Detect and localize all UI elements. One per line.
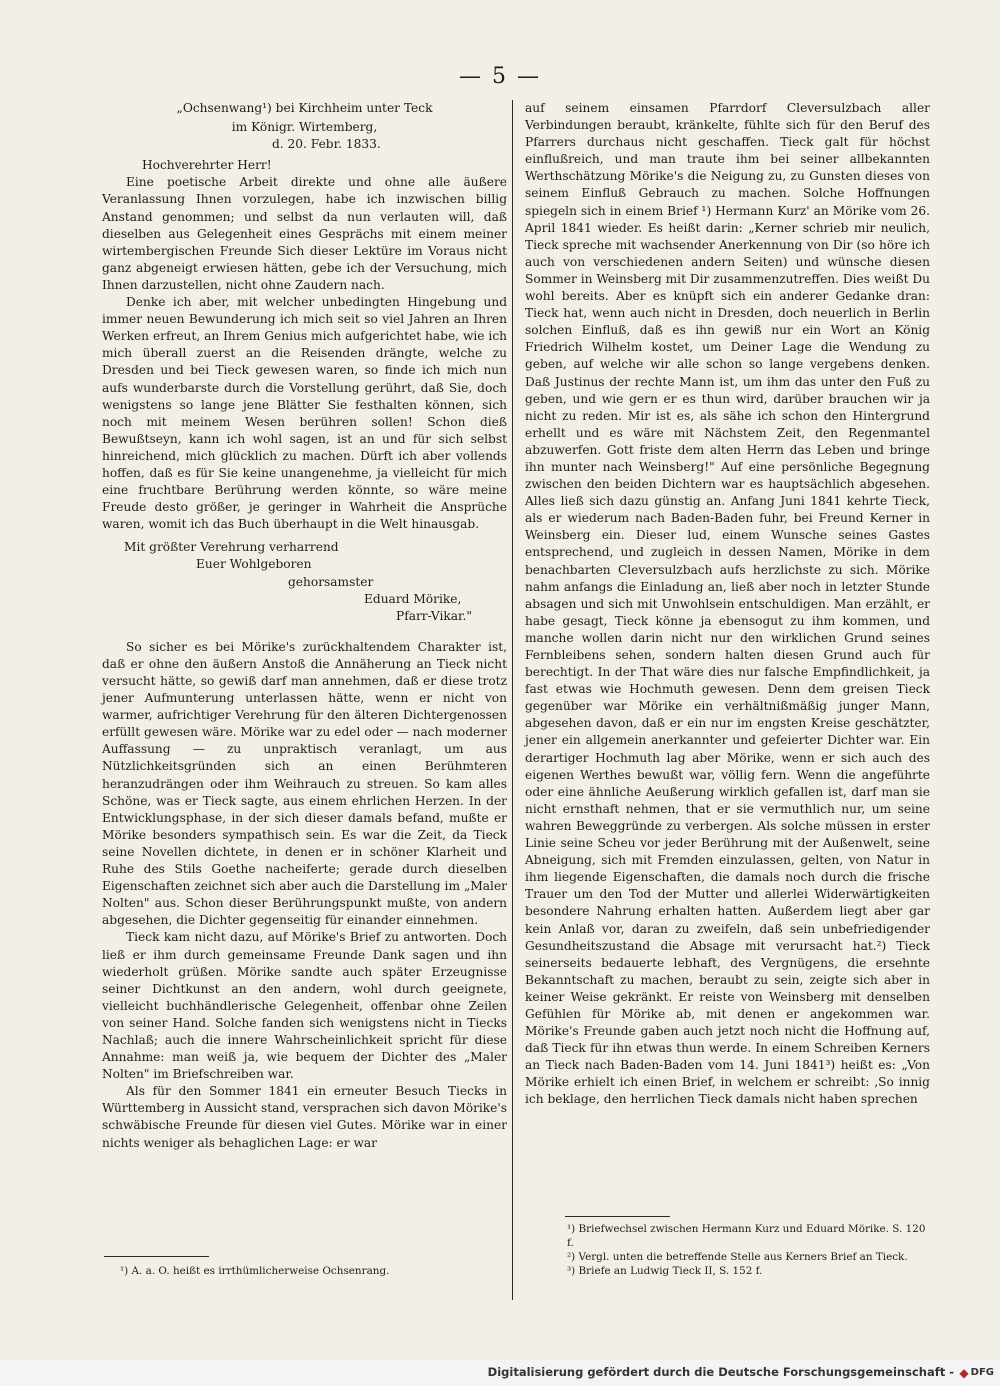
dfg-logo <box>960 1364 994 1381</box>
footnote-rule <box>104 1256 209 1257</box>
footnote: ²) Vergl. unten die betreffende Stelle aus Kerners Brief an Tieck. <box>567 1251 908 1263</box>
footnote: ³) Briefe an Ludwig Tieck II, S. 152 f. <box>567 1265 763 1277</box>
letter-signature: Eduard Mörike, <box>364 591 462 606</box>
footnotes-right <box>545 1222 930 1278</box>
footnote: ¹) A. a. O. heißt es irrthümlicherweise Ochsenrang. <box>120 1265 390 1277</box>
footnote-rule <box>565 1216 670 1217</box>
body-paragraph: auf seinem einsamen Pfarrdorf Cleversulzbach aller Verbindungen beraubt, kränkelte, fühlte sich für den Beruf des Pfarrers durchaus nicht geschaffen. Tieck galt für höchst einflußreich, und man traute ihm bei seiner allbekannten Werthschätzung Mörike's die Neigung zu, zu Gunsten dieses von seinem Einfluß Gebrauch zu machen. Solche Hoffnungen spiegeln sich in einem Brief ¹) Hermann Kurz' an Mörike vom 26. April 1841 wieder. Es heißt darin: „Kerner schrieb mir neulich, Tieck spreche mit wachsender Anerkennung von Dir (so höre ich auch von verschiedenen andern Seiten) und wünsche diesen Sommer in Weinsberg mit Dir zusammenzutreffen. Dies weißt Du wohl bereits. Aber es knüpft sich ein anderer Gedanke dran: Tieck hat, wenn auch nicht in Dresden, doch neuerlich in Berlin solchen Einfluß, daß es ihn gewiß nur ein Wort an König Friedrich Wilhelm kostet, um Deiner Lage die Wendung zu geben, auf welche wir alle schon so lange vergebens denken. Daß Justinus der rechte Mann ist, um ihm das unter den Fuß zu geben, und wie gern er es thun wird, darüber brauchen wir ja nicht zu reden. Mir ist es, als sähe ich schon den Hintergrund erhellt und es wäre mit Nächstem Zeit, den Regenmantel abzuwerfen. Gott friste dem alten Herrn das Leben und bringe ihn munter nach Weinsberg!" Auf eine persönliche Begegnung zwischen den beiden Dichtern war es hauptsächlich abgesehen. Alles ließ sich dazu günstig an. Anfang Juni 1841 kehrte Tieck, als er wiederum nach Baden-Baden fuhr, bei Freund Kerner in Weinsberg ein. Dieser lud, einem Wunsche seines Gastes entsprechend, und zugleich in dessen Namen, Mörike in dem benachbarten Cleversulzbach aufs herzlichste zu sich. Mörike nahm anfangs die Einladung an, ließ aber noch in letzter Stunde absagen und sich mit Unwohlsein entschuldigen. Man erzählt, er habe gesagt, Tieck könne ja ebensogut zu ihm kommen, und manche wollen darin nicht nur den wirklichen Grund seines Fernbleibens sehen, sondern halten diesen Grund auch für berechtigt. In der That wäre dies nur falsche Empfindlichkeit, ja fast etwas wie Hochmuth gewesen. Denn dem greisen Tieck gegenüber war Mörike ein verhältnißmäßig junger Mann, abgesehen davon, daß er ein nur im engsten Kreise geschätzter, jener ein allgemein anerkannter und gefeierter Dichter war. Ein derartiger Hochmuth lag aber Mörike, wenn er sich auch des eigenen Werthes bewußt war, völlig fern. Wenn die angeführte oder eine ähnliche Aeußerung wirklich gefallen ist, darf man sie nicht ernsthaft nehmen, that er sie vermuthlich nur, um seine wahren Beweggründe zu verbergen. Als solche müssen in erster Linie seine Scheu vor jeder Berührung mit der Außenwelt, seine Abneigung, sich mit Fremden einzulassen, gelten, von Natur in ihm liegende Eigenschaften, die damals noch durch die frische Trauer um den Tod der Mutter und allerlei Widerwärtigkeiten besondere Nahrung erhalten hatten. Außerdem liegt aber gar kein Anlaß vor, daran zu zweifeln, daß sein unbefriedigender Gesundheitszustand die Absage mit verursacht hat.²) Tieck seinerseits bedauerte lebhaft, des Vergnügens, die ersehnte Bekanntschaft zu machen, beraubt zu sein, zeigte sich aber in keiner Weise gekränkt. Er reiste von Weinsberg mit denselben Gefühlen für Mörike ab, mit denen er angekommen war. Mörike's Freunde gaben auch jetzt noch nicht die Hoffnung auf, daß Tieck für ihn etwas thun werde. In einem Schreiben Kerners an Tieck nach Baden-Baden vom 14. Juni 1841³) heißt es: „Von Mörike erhielt ich einen Brief, in welchem er schreibt: ‚So innig ich beklage, den herrlichen Tieck damals nicht haben sprechen <box>525 101 930 1107</box>
column-divider <box>512 100 513 1300</box>
right-column <box>525 100 930 1109</box>
letter-signature-title: Pfarr-Vikar." <box>396 608 472 623</box>
footer-text: Digitalisierung gefördert durch die Deutsche Forschungsgemeinschaft - <box>487 1365 954 1379</box>
letter-paragraph: Denke ich aber, mit welcher unbedingten Hingebung und immer neuen Bewunderung ich mich seit so viel Jahren an Ihren Werken erfreut, an Ihrem Genius mich aufgerichtet habe, wie ich mich überall zuerst an die Reisenden drängte, welche zu Dresden und bei Tieck gewesen waren, so finde ich mich nun aufs wunderbarste durch die Vorstellung gerührt, daß Sie, doch wenigstens so lange jene Blätter Sie festhalten können, sich noch mit meinem Wesen berühren sollen! Schon dieß Bewußtseyn, kann ich wohl sagen, ist an und für sich selbst hinreichend, mich glücklich zu machen. Dürft ich aber vollends hoffen, daß es für Sie keine unangenehme, ja vielleicht für mich eine fruchtbare Berührung werden könnte, so wäre meine Freude desto größer, je geringer in Wahrheit die Ansprüche waren, womit ich das Buch überhaupt in die Welt hinausgab. <box>102 295 507 532</box>
letter-closing: gehorsamster <box>288 574 374 589</box>
page-number: — 5 — <box>459 64 541 89</box>
letter-date: d. 20. Febr. 1833. <box>272 137 381 152</box>
dfg-mark-icon: ◆ <box>959 1365 969 1380</box>
body-paragraph: Tieck kam nicht dazu, auf Mörike's Brief zu antworten. Doch ließ er ihm durch gemeinsame Freunde Dank sagen und ihn wiederholt grüßen. Mörike sandte auch später Erzeugnisse seiner Dichtkunst an den andern, wohl durch geeignete, vielleicht buchhändlerische Gelegenheit, offenbar ohne Zeilen von seiner Hand. Solche fanden sich wenigstens nicht in Tiecks Nachlaß; auch die innere Wahrscheinlichkeit spricht für diese Annahme: man weiß ja, wie bequem der Dichter des „Maler Nolten" im Briefschreiben war. <box>102 930 507 1082</box>
dfg-logo-text: DFG <box>970 1367 994 1378</box>
letter-salutation: Hochverehrter Herr! <box>142 158 272 173</box>
left-column <box>102 100 507 1152</box>
body-paragraph: So sicher es bei Mörike's zurückhaltendem Charakter ist, daß er ohne den äußern Anstoß die Annäherung an Tieck nicht versucht hätte, so gewiß darf man annehmen, daß er diese trotz jener Aufmunterung unterlassen hätte, wenn er nicht von warmer, aufrichtiger Verehrung für den älteren Dichtergenossen erfüllt gewesen wäre. Mörike war zu edel oder — nach moderner Auffassung — zu unpraktisch veranlagt, um aus Nützlichkeitsgründen sich an einen Berühmteren heranzudrängen oder ihm Weihrauch zu streuen. So kam alles Schöne, was er Tieck sagte, aus einem ehrlichen Herzen. In der Entwicklungsphase, in der sich dieser damals befand, mußte er Mörike besonders sympathisch sein. Es war die Zeit, da Tieck seine Novellen dichtete, in denen er in schöner Klarheit und Ruhe des Stils Goethe nacheiferte; gerade durch dieselben Eigenschaften zeichnet sich aber auch die Darstellung im „Maler Nolten" aus. Schon dieser Berührungspunkt mußte, von andern abgesehen, die Dichter gegenseitig für einander einnehmen. <box>102 639 507 928</box>
footnote-left <box>120 1264 500 1278</box>
letter-header-line2: im Königr. Wirtemberg, <box>231 120 378 135</box>
digitization-footer <box>0 1360 1000 1386</box>
letter-paragraph: Eine poetische Arbeit direkte und ohne alle äußere Veranlassung Ihnen vorzulegen, habe ich inzwischen billig Anstand genommen; und selbst da nun verlauten will, daß dieselben aus Gelegenheit eines Gesprächs mit einem meiner wirtembergischen Freunde Sich dieser Lektüre im Voraus nicht ganz abgeneigt erwiesen hätten, gebe ich der Versuchung, mich Ihnen darzustellen, nicht ohne Zaudern nach. <box>102 175 507 292</box>
letter-closing: Mit größter Verehrung verharrend <box>124 540 339 555</box>
body-paragraph: Als für den Sommer 1841 ein erneuter Besuch Tiecks in Württemberg in Aussicht stand, versprachen sich davon Mörike's schwäbische Freunde für diesen viel Gutes. Mörike war in einer nichts weniger als behaglichen Lage: er war <box>102 1084 507 1150</box>
letter-header-line1: „Ochsenwang¹) bei Kirchheim unter Teck <box>176 101 433 115</box>
footnote: ¹) Briefwechsel zwischen Hermann Kurz und Eduard Mörike. S. 120 f. <box>567 1223 926 1249</box>
letter-closing: Euer Wohlgeboren <box>196 557 312 572</box>
